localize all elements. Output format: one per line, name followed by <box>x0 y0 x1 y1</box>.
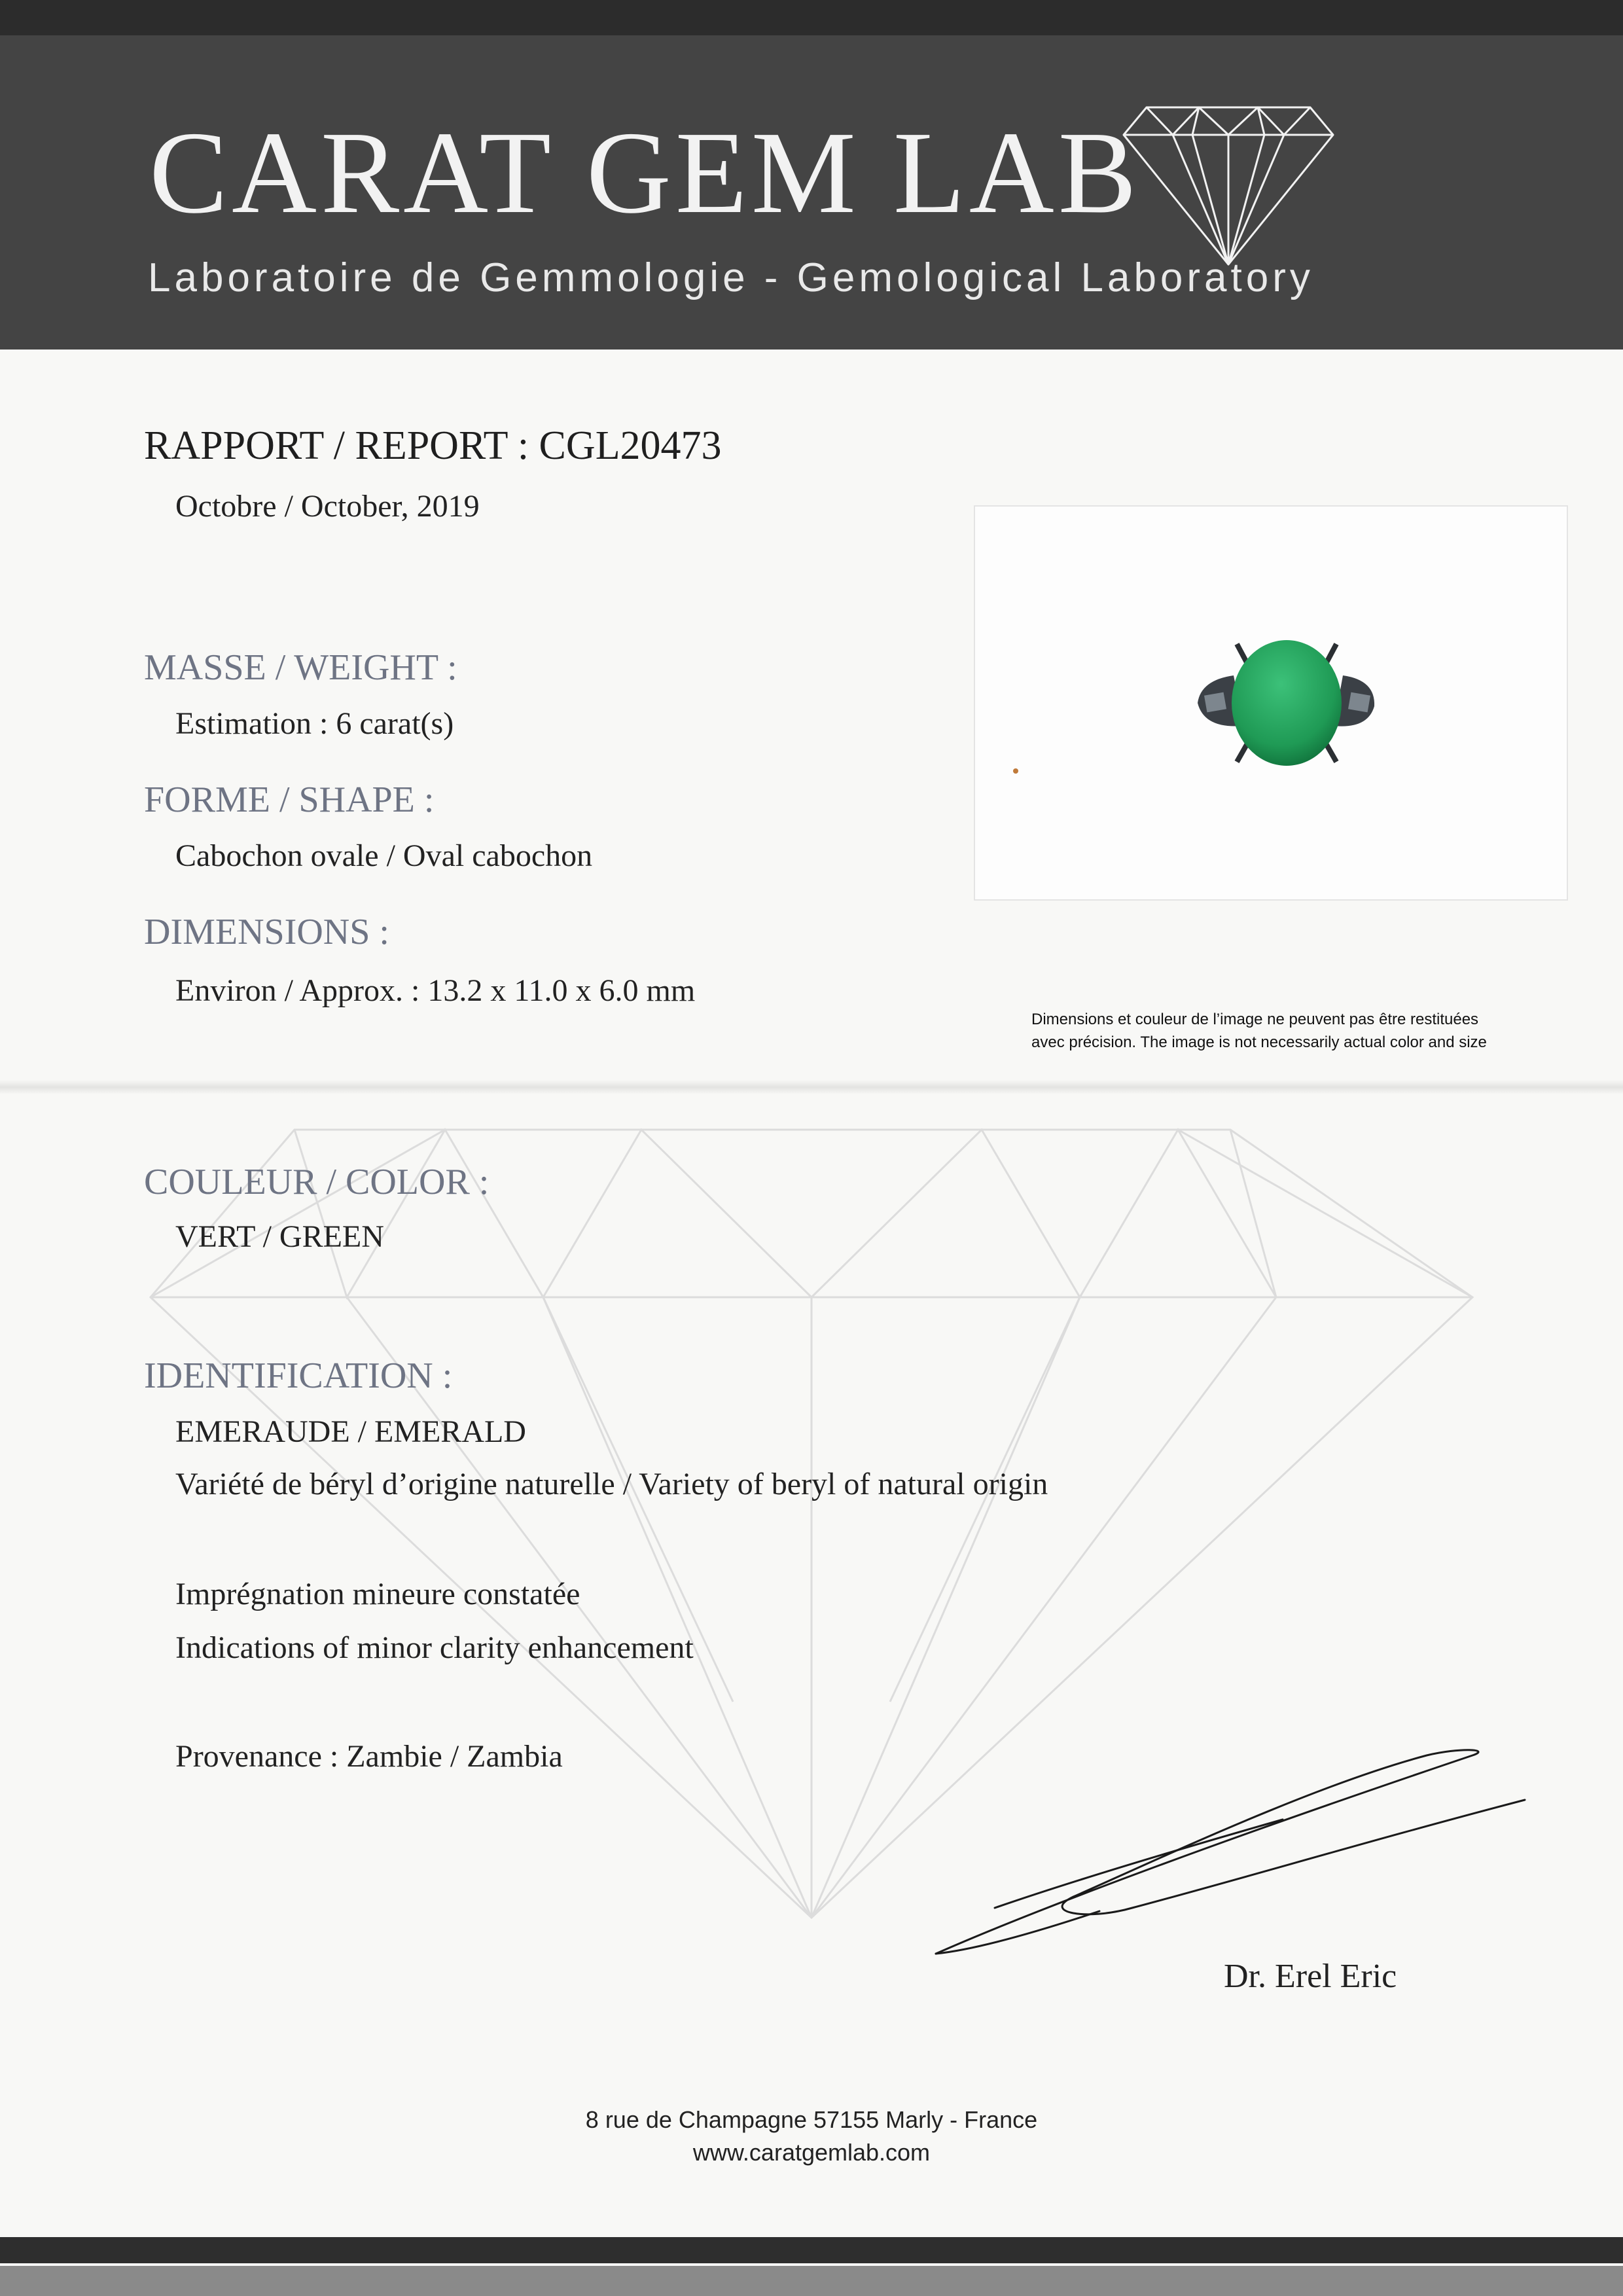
treatment-fr: Imprégnation mineure constatée <box>175 1577 580 1611</box>
bottom-bar <box>0 2237 1623 2263</box>
photo-disclaimer-line-2: avec précision. The image is not necessarily actual color and size <box>1031 1033 1487 1051</box>
color-label: COULEUR / COLOR : <box>144 1162 490 1202</box>
footer-website[interactable]: www.caratgemlab.com <box>692 2139 931 2166</box>
header-banner <box>0 35 1623 350</box>
diamond-icon <box>1120 101 1336 271</box>
photo-disclaimer <box>1031 1008 1568 1054</box>
identification-species: EMERAUDE / EMERALD <box>175 1414 526 1449</box>
weight-label: MASSE / WEIGHT : <box>144 647 457 688</box>
emerald-ring-image <box>975 507 1567 899</box>
dimensions-value: Environ / Approx. : 13.2 x 11.0 x 6.0 mm <box>175 973 696 1008</box>
signature-mark <box>916 1741 1544 1977</box>
brand-title: CARAT GEM LAB <box>149 107 1141 238</box>
photo-disclaimer-line-1: Dimensions et couleur de l’image ne peuvent pas être restituées <box>1031 1011 1479 1028</box>
identification-label: IDENTIFICATION : <box>144 1355 453 1396</box>
paper-fold <box>0 1080 1623 1094</box>
report-date: Octobre / October, 2019 <box>175 489 480 524</box>
dimensions-label: DIMENSIONS : <box>144 912 389 952</box>
top-edge <box>0 0 1623 35</box>
footer-address: 8 rue de Champagne 57155 Marly - France <box>585 2106 1038 2133</box>
shape-label: FORME / SHAPE : <box>144 780 435 820</box>
bottom-edge <box>0 2266 1623 2296</box>
tagline: Laboratoire de Gemmologie - Gemological Laboratory <box>148 255 1314 300</box>
identification-variety: Variété de béryl d’origine naturelle / Variety of beryl of natural origin <box>175 1467 1048 1501</box>
signer-name: Dr. Erel Eric <box>1224 1958 1397 1995</box>
shape-value: Cabochon ovale / Oval cabochon <box>175 838 593 873</box>
weight-value: Estimation : 6 carat(s) <box>175 706 454 741</box>
emerald-gem <box>1232 640 1342 766</box>
treatment-en: Indications of minor clarity enhancement <box>175 1630 694 1665</box>
origin: Provenance : Zambie / Zambia <box>175 1739 563 1774</box>
gem-photo <box>974 505 1568 901</box>
report-number: RAPPORT / REPORT : CGL20473 <box>144 423 722 468</box>
color-value: VERT / GREEN <box>175 1219 384 1254</box>
